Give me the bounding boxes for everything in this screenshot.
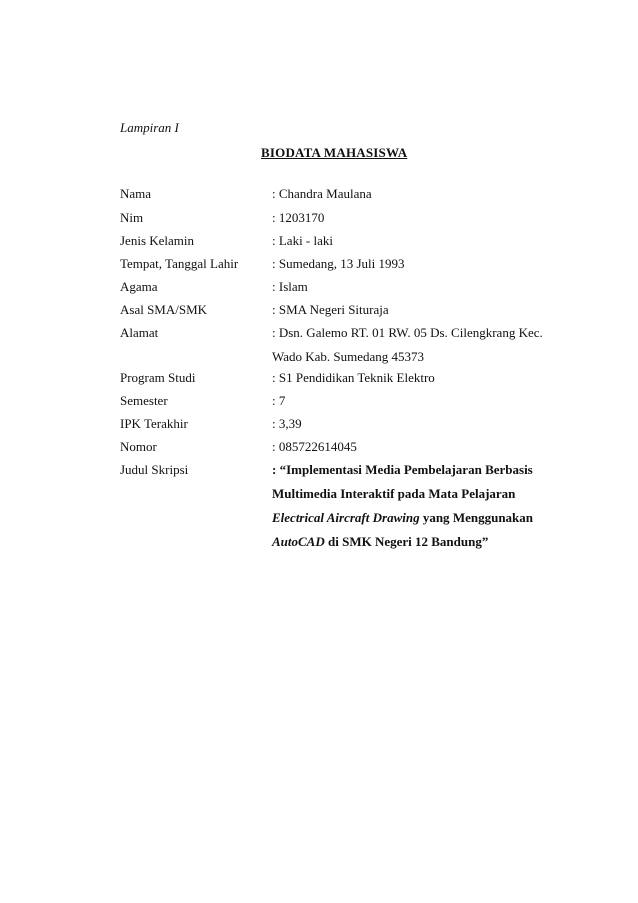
field-value: : 7 (272, 393, 286, 408)
field-value: : Sumedang, 13 Juli 1993 (272, 256, 405, 271)
thesis-line-4-rest: di SMK Negeri 12 Bandung” (324, 534, 489, 549)
thesis-line-1 (272, 458, 547, 482)
thesis-line-2 (272, 482, 547, 506)
thesis-word: Berbasis (485, 462, 533, 477)
thesis-line-4 (272, 530, 547, 554)
thesis-word: yang (422, 510, 450, 525)
field-value: : 3,39 (272, 416, 302, 431)
thesis-title (272, 458, 547, 554)
thesis-colon: : (272, 462, 277, 477)
field-value: : Islam (272, 279, 308, 294)
address-line-1: : Dsn. Galemo RT. 01 RW. 05 Ds. Cilengkrang Kec. (272, 325, 543, 340)
field-label: IPK Terakhir (120, 416, 188, 431)
field-value: : 085722614045 (272, 439, 357, 454)
thesis-word: pada (397, 486, 426, 501)
thesis-word: Interaktif (340, 486, 395, 501)
address-line-2: Wado Kab. Sumedang 45373 (272, 349, 425, 364)
thesis-word: Multimedia (272, 486, 337, 501)
field-value: : Chandra Maulana (272, 186, 372, 201)
thesis-word: Pelajaran (461, 486, 516, 501)
thesis-word: Menggunakan (452, 510, 534, 525)
thesis-word: Media (365, 462, 401, 477)
field-label: Agama (120, 279, 158, 294)
thesis-word: Pembelajaran (403, 462, 482, 477)
appendix-label: Lampiran I (120, 120, 179, 135)
thesis-italic-word: AutoCAD (272, 534, 325, 549)
field-label: Judul Skripsi (120, 462, 189, 477)
field-label: Jenis Kelamin (120, 233, 195, 248)
field-label: Nim (120, 210, 144, 225)
field-value: : Laki - laki (272, 233, 334, 248)
field-label: Alamat (120, 325, 159, 340)
thesis-word: “Implementasi (279, 462, 362, 477)
field-label: Tempat, Tanggal Lahir (120, 256, 239, 271)
field-label: Nomor (120, 439, 157, 454)
page-title: BIODATA MAHASISWA (261, 145, 408, 160)
field-label: Program Studi (120, 370, 196, 385)
field-label: Asal SMA/SMK (120, 302, 208, 317)
thesis-line-3 (272, 506, 547, 530)
field-label: Nama (120, 186, 152, 201)
field-value: : S1 Pendidikan Teknik Elektro (272, 370, 435, 385)
field-value-address (272, 321, 547, 369)
thesis-italic-phrase: Electrical Aircraft Drawing (272, 510, 420, 525)
field-value: : 1203170 (272, 210, 325, 225)
thesis-word: Mata (428, 486, 458, 501)
field-value: : SMA Negeri Situraja (272, 302, 389, 317)
field-label: Semester (120, 393, 168, 408)
